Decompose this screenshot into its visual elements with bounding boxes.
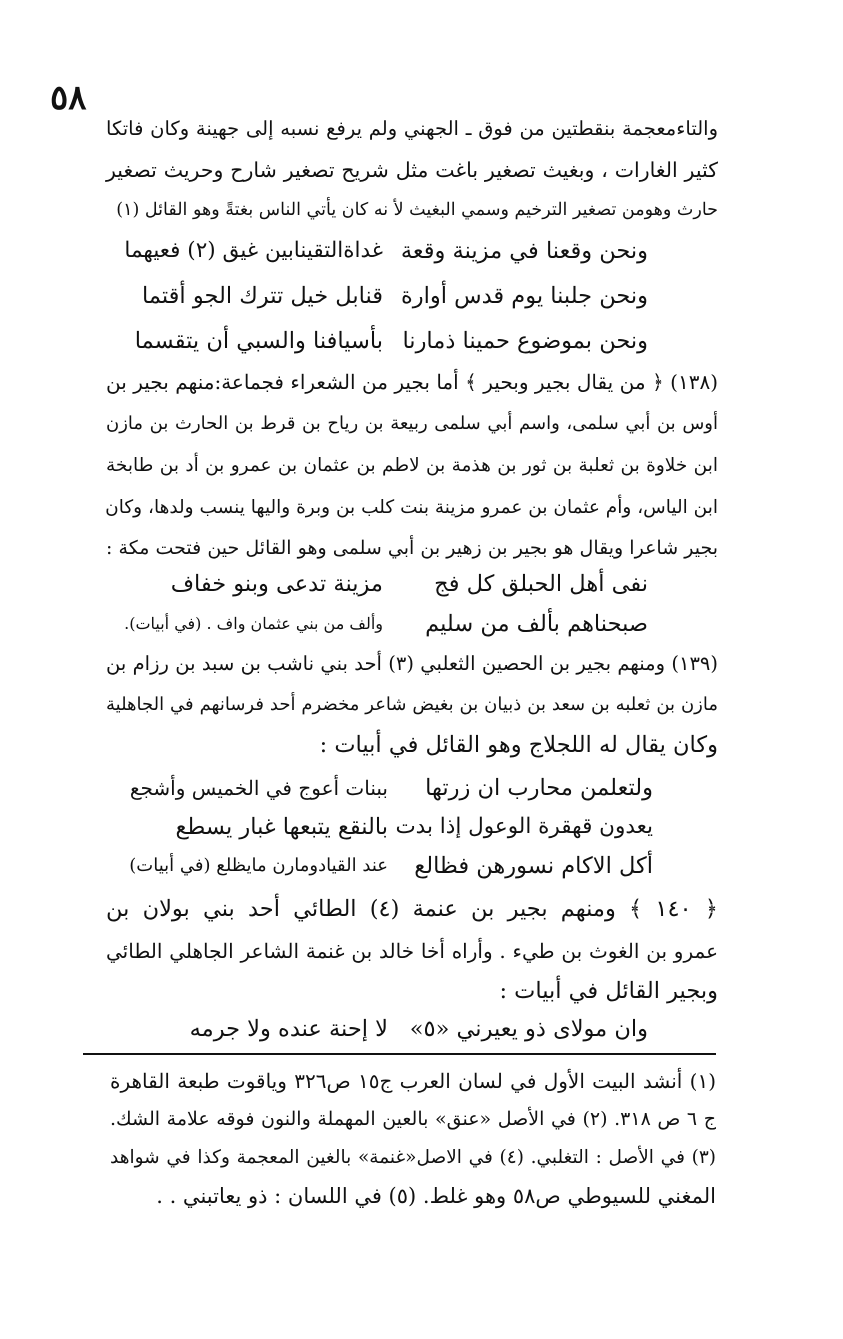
verse-second-hemistich: غداةالتقينابين غيق (٢) فعيهما xyxy=(124,238,383,263)
verse-first-hemistich: نفى أهل الحبلق كل فج xyxy=(434,571,648,597)
text-line: (١٣٩) ومنهم بجير بن الحصين الثعلبي (٣) أحد بني ناشب بن سبد بن رزام بن xyxy=(106,652,718,675)
verse-second-hemistich: ببنات أعوج في الخميس وأشجع xyxy=(129,776,388,800)
text-line: ﴿ ١٤٠ ﴾ ومنهم بجير بن عنمة (٤) الطائي أحد بني بولان بن xyxy=(106,896,718,922)
text-line: والتاءمعجمة بنقطتين من فوق ـ الجهني ولم يرفع نسبه إلى جهينة وكان فاتكا xyxy=(106,117,718,140)
verse-first-hemistich: ولتعلمن محارب ان زرتها xyxy=(425,775,653,801)
text-line: ابن الياس، وأم عثمان بن عمرو مزينة بنت كلب بن وبرة واليها ينسب ولدها، وكان xyxy=(105,497,718,518)
verse-first-hemistich: ونحن جلبنا يوم قدس أوارة xyxy=(400,283,648,309)
verse-first-hemistich: أكل الاكام نسورهن فظالع xyxy=(414,853,653,879)
verse-second-hemistich: لا إحنة عنده ولا جرمه xyxy=(189,1016,388,1042)
text-line: وكان يقال له اللجلاج وهو القائل في أبيات : xyxy=(319,732,718,758)
verse-second-hemistich: وألف من بني عثمان واف . (في أبيات). xyxy=(124,614,383,633)
footnote-line: (٣) في الأصل : التغلبي. (٤) في الاصل«غنمة» بالغين المعجمة وكذا في شواهد xyxy=(110,1147,716,1168)
verse-first-hemistich: صبحناهم بألف من سليم xyxy=(425,611,648,637)
footnote-line: (١) أنشد البيت الأول في لسان العرب ج١٥ ص٣٢٦ وياقوت طبعة القاهرة xyxy=(110,1069,716,1093)
text-line: بجير شاعرا ويقال هو بجير بن زهير بن أبي سلمى وهو القائل حين فتحت مكة : xyxy=(106,537,718,559)
text-line: أوس بن أبي سلمى، واسم أبي سلمى ربيعة بن رياح بن قرط بن الحارث بن مازن xyxy=(106,413,718,434)
text-line: (١٣٨) ﴿ من يقال بجير وبحير ﴾ أما بجير من الشعراء فجماعة:منهم بجير بن xyxy=(106,370,718,394)
text-line: عمرو بن الغوث بن طيء . وأراه أخا خالد بن غنمة الشاعر الجاهلي الطائي xyxy=(106,939,718,963)
verse-second-hemistich: عند القيادومارن مايظلع (في أبيات) xyxy=(129,855,388,876)
verse-second-hemistich: بالنقع يتبعها غبار يسطع xyxy=(175,814,388,840)
text-line: مازن بن ثعلبه بن سعد بن ذبيان بن بغيض شاعر مخضرم أحد فرسانهم في الجاهلية xyxy=(106,694,718,715)
text-line: حارث وهومن تصغير الترخيم وسمي البغيث لأ نه كان يأتي الناس بغتةً وهو القائل (١) xyxy=(116,200,718,220)
text-line: كثير الغارات ، وبغيث تصغير باغت مثل شريح تصغير شارح وحريث تصغير xyxy=(106,158,718,182)
footnote-line: ج ٦ ص ٣١٨. (٢) في الأصل «عنق» بالعين المهملة والنون فوقه علامة الشك. xyxy=(110,1108,716,1130)
footnote-divider xyxy=(83,1053,716,1055)
text-line: ابن خلاوة بن ثعلبة بن ثور بن هذمة بن لاطم بن عثمان بن عمرو بن أد بن طابخة xyxy=(106,455,718,476)
verse-second-hemistich: بأسيافنا والسبي أن يتقسما xyxy=(134,328,383,354)
verse-second-hemistich: قنابل خيل تترك الجو أقتما xyxy=(142,283,383,309)
verse-second-hemistich: مزينة تدعى وبنو خفاف xyxy=(170,571,383,597)
footnote-line: المغني للسيوطي ص٥٨ وهو غلط. (٥) في اللسان : ذو يعاتبني . . xyxy=(156,1184,716,1208)
verse-first-hemistich: ونحن وقعنا في مزينة وقعة xyxy=(400,238,648,264)
page-number: ٥٨ xyxy=(50,78,87,118)
text-line: وبجير القائل في أبيات : xyxy=(499,978,718,1004)
verse-first-hemistich: يعدون قهقرة الوعول إذا بدت xyxy=(395,814,653,839)
verse-first-hemistich: ونحن بموضوع حمينا ذمارنا xyxy=(402,328,648,354)
verse-first-hemistich: وان مولاى ذو يعيرني «٥» xyxy=(409,1016,648,1042)
